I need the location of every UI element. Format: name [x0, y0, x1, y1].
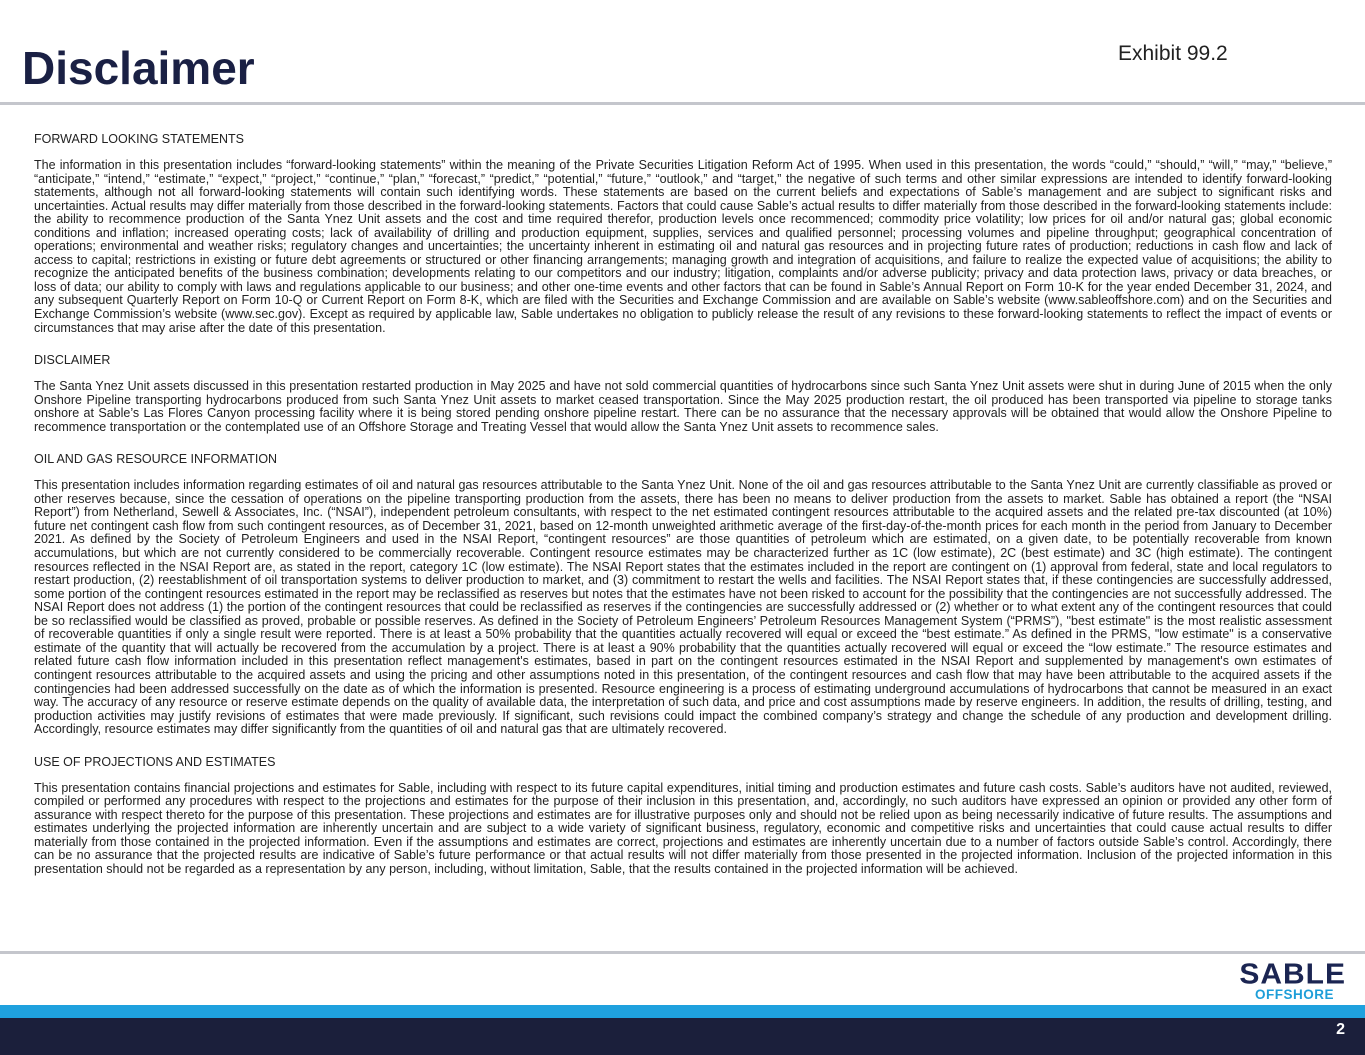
logo-subtitle: OFFSHORE — [1254, 987, 1334, 1002]
section-body: The Santa Ynez Unit assets discussed in this presentation restarted production in May 2025 and have not sold commercial quantities of hydrocarbons since such Santa Ynez Unit assets were shut in during June of 2015 when the only Onshore Pipeline transporting hydrocarbons produced from such Santa Ynez Unit assets to market ceased transportation. Since the May 2025 production restart, the oil produced has been transported via pipeline to storage tanks onshore at Sable’s Las Flores Canyon processing facility where it is being stored pending onshore pipeline restart. There can be no assurance that the necessary approvals will be obtained that would allow the Onshore Pipeline to recommence transportation or the contemplated use of an Offshore Storage and Treating Vessel that would allow the Santa Ynez Unit assets to recommence sales. — [34, 379, 1332, 434]
section-disclaimer — [34, 352, 1332, 434]
section-projections — [34, 754, 1332, 877]
disclaimer-content — [34, 131, 1332, 877]
section-heading: OIL AND GAS RESOURCE INFORMATION — [34, 452, 278, 467]
header-divider — [0, 102, 1365, 105]
page-number: 2 — [1336, 1021, 1345, 1038]
page-title: Disclaimer — [22, 42, 255, 94]
section-heading: FORWARD LOOKING STATEMENTS — [34, 132, 244, 146]
exhibit-label: Exhibit 99.2 — [1118, 42, 1228, 65]
section-body: This presentation contains financial projections and estimates for Sable, including with respect to its future capital expenditures, initial timing and production estimates and future cash costs. Sable’s auditors have not audited, reviewed, compiled or performed any procedures with respect to the projections and estimates for the purpose of their inclusion in this presentation, and, accordingly, no such auditors have expressed an opinion or provided any other form of assurance with respect thereto for the purpose of this presentation. These projections and estimates are for illustrative purposes only and should not be relied upon as being necessarily indicative of future results. The assumptions and estimates underlying the projected information are inherently uncertain and are subject to a wide variety of significant business, regulatory, economic and competitive risks and uncertainties that could cause actual results to differ materially from those contained in the projected information. Even if the assumptions and estimates are correct, projections and estimates are inherently uncertain due to a number of factors outside Sable’s control. Accordingly, there can be no assurance that the projected results are indicative of Sable’s future performance or that actual results will not differ materially from those presented in the projected information. Inclusion of the projected information in this presentation should not be regarded as a representation by any person, including, without limitation, Sable, that the results contained in the projected information will be achieved. — [34, 780, 1332, 876]
section-body: This presentation includes information regarding estimates of oil and natural gas resources attributable to the Santa Ynez Unit. None of the oil and gas resources attributable to the Santa Ynez Unit are currently classifiable as proved or other reserves because, since the cessation of operations on the pipeline transporting production from the assets, there has been no means to deliver production from the assets to market. Sable has obtained a report (the “NSAI Report”) from Netherland, Sewell & Associates, Inc. (“NSAI”), independent petroleum consultants, with respect to the net estimated contingent resources attributable to the acquired assets and the related pre-tax discounted (at 10%) future net contingent cash flow from such contingent resources, as of December 31, 2021, based on 12-month unweighted arithmetic average of the first-day-of-the-month prices for each month in the period from January to December 2021. As defined by the Society of Petroleum Engineers and used in the NSAI Report, “contingent resources” are those quantities of petroleum which are estimated, on a given date, to be potentially recoverable from known accumulations, but which are not currently considered to be commercially recoverable. Contingent resource estimates may be characterized further as 1C (low estimate), 2C (best estimate) and 3C (high estimate). The contingent resources reflected in the NSAI Report are, as stated in the report, category 1C (low estimate). The NSAI Report states that the estimates included in the report are contingent on (1) approval from federal, state and local regulators to restart production, (2) reestablishment of oil transportation systems to deliver production to market, and (3) commitment to restart the wells and facilities. The NSAI Report states that, if these contingencies are successfully addressed, some portion of the contingent resources estimated in the report may be reclassified as reserves but notes that the estimates have not been risked to account for the possibility that the contingencies are not successfully addressed. The NSAI Report does not address (1) the portion of the contingent resources that could be reclassified as reserves if the contingencies are successfully addressed or (2) whether or to what extent any of the contingent resources that could be so reclassified would be classified as proved, probable or possible reserves. As defined in the Society of Petroleum Engineers’ Petroleum Resources Management System (“PRMS”), "best estimate" is the most realistic assessment of recoverable quantities if only a single result were reported. There is at least a 50% probability that the quantities actually recovered will equal or exceed the “best estimate.” As defined in the PRMS, "low estimate" is a conservative estimate of the quantity that will actually be recovered from the accumulation by a project. There is at least a 90% probability that the quantities actually recovered will equal or exceed the “low estimate.” The resource estimates and related future cash flow information included in this presentation reflect management's estimates, based in part on the contingent resources estimated in the NSAI Report and supplemented by management's own estimates of contingent resources attributable to the acquired assets and using the pricing and other assumptions noted in this presentation, of the contingent resources and cash flow that may have been attributable to the acquired assets if the contingencies had been addressed successfully on the date as of which the information is presented. Resource engineering is a process of estimating underground accumulations of hydrocarbons that cannot be measured in an exact way. The accuracy of any resource or reserve estimate depends on the quality of available data, the interpretation of such data, and price and cost assumptions made by reserve engineers. In addition, the results of drilling, testing, and production activities may justify revisions of estimates that were made previously. If significant, such revisions could impact the combined company’s strategy and change the schedule of any production and development drilling. Accordingly, resource estimates may differ significantly from the quantities of oil and natural gas that are ultimately recovered. — [34, 478, 1332, 737]
logo-wordmark: SABLE — [1239, 958, 1346, 991]
section-forward-looking — [34, 131, 1332, 335]
sable-offshore-logo — [1204, 960, 1346, 1002]
section-oil-gas-resource — [34, 451, 1332, 736]
section-heading: DISCLAIMER — [34, 353, 111, 368]
footer-bar — [0, 1018, 1365, 1055]
section-heading: USE OF PROJECTIONS AND ESTIMATES — [34, 754, 276, 769]
footer-accent-bar — [0, 1005, 1365, 1018]
footer-divider — [0, 951, 1365, 954]
section-body: The information in this presentation includes “forward-looking statements” within the meaning of the Private Securities Litigation Reform Act of 1995. When used in this presentation, the words “could,” “should,” “will,” “may,” “believe,” “anticipate,” “intend,” “estimate,” “expect,” “project,” “continue,” “plan,” “forecast,” “predict,” “potential,” “future,” “outlook,” and “target,” the negative of such terms and other similar expressions are intended to identify forward-looking statements, although not all forward-looking statements will contain such identifying words. These statements are based on the current beliefs and expectations of Sable’s management and are subject to significant risks and uncertainties. Actual results may differ materially from those described in the forward-looking statements. Factors that could cause Sable’s actual results to differ materially from those described in the forward-looking statements include: the ability to recommence production of the Santa Ynez Unit assets and the cost and time required therefor, production levels once recommenced; commodity price volatility; low prices for oil and/or natural gas; global economic conditions and inflation; increased operating costs; lack of availability of drilling and production equipment, supplies, services and qualified personnel; processing volumes and pipeline throughput; geographical concentration of operations; environmental and weather risks; regulatory changes and uncertainties; the uncertainty inherent in estimating oil and natural gas resources and in projecting future rates of production; reductions in cash flow and lack of access to capital; restrictions in existing or future debt agreements or structured or other financing arrangements; managing growth and integration of acquisitions, and failure to realize the expected value of acquisitions; the ability to recognize the anticipated benefits of the business combination; developments relating to our competitors and our industry; litigation, complaints and/or adverse publicity; privacy and data protection laws, privacy or data breaches, or loss of data; our ability to comply with laws and regulations applicable to our business; and other one-time events and other factors that can be found in Sable’s Annual Report on Form 10-K for the year ended December 31, 2024, and any subsequent Quarterly Report on Form 10-Q or Current Report on Form 8-K, which are filed with the Securities and Exchange Commission and are available on Sable’s website (www.sableoffshore.com) and on the Securities and Exchange Commission’s website (www.sec.gov). Except as required by applicable law, Sable undertakes no obligation to publicly release the result of any revisions to these forward-looking statements to reflect the impact of events or circumstances that may arise after the date of this presentation. — [34, 158, 1332, 335]
